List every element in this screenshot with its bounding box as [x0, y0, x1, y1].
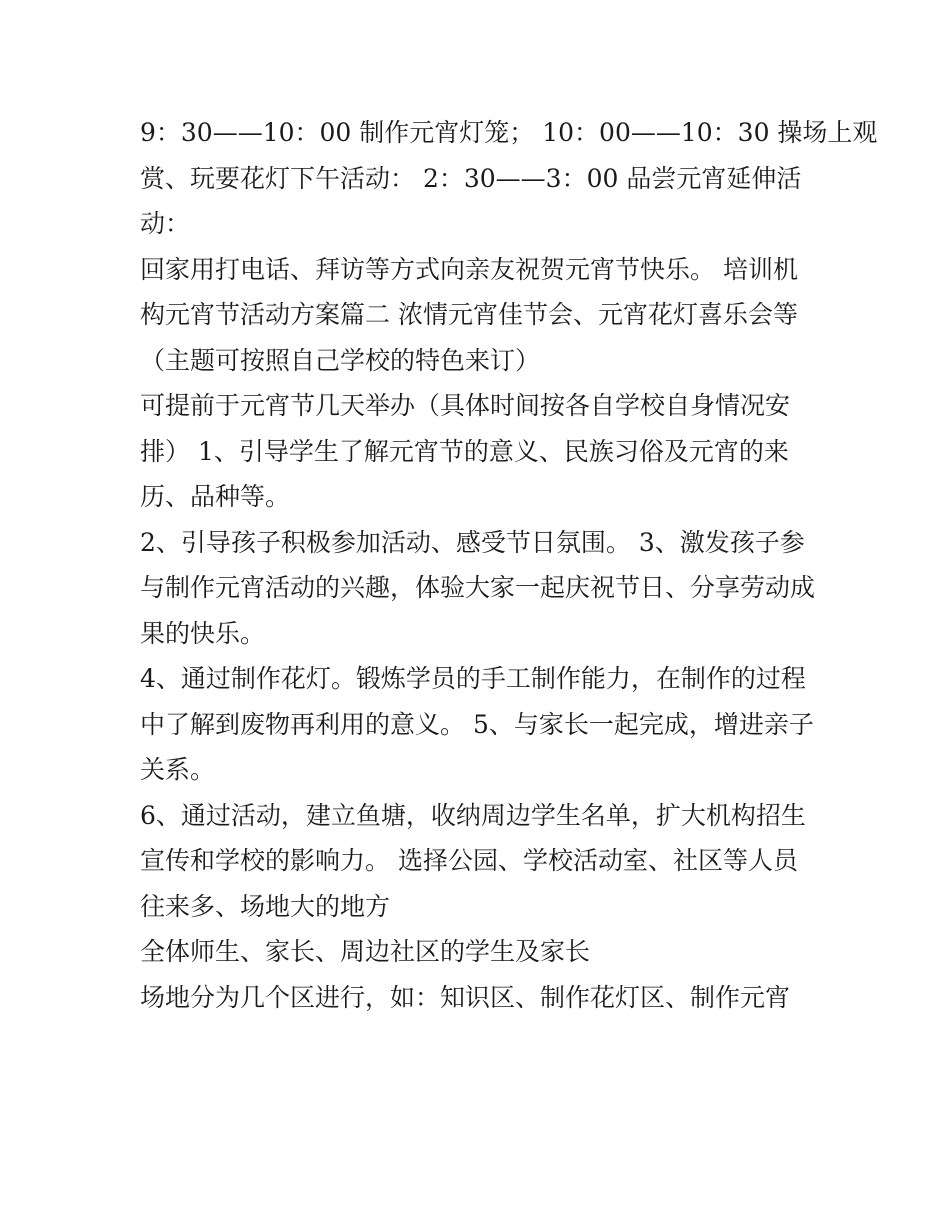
text-line: 全体师生、家长、周边社区的学生及家长 [140, 937, 591, 966]
text-line: 宣传和学校的影响力。 选择公园、学校活动室、社区等人员 [140, 846, 798, 875]
paragraph-goals-4-5 [140, 656, 830, 793]
paragraph-goal-6-venue [140, 793, 830, 930]
text-line: 中了解到废物再利用的意义。 5、与家长一起完成，增进亲子 [140, 709, 814, 739]
text-line: 2、引导孩子积极参加活动、感受节日氛围。 3、激发孩子参 [140, 527, 805, 557]
text-line: 与制作元宵活动的兴趣，体验大家一起庆祝节日、分享劳动成 [140, 573, 816, 602]
text-line: 回家用打电话、拜访等方式向亲友祝贺元宵节快乐。 培训机 [140, 254, 798, 284]
paragraph-schedule [140, 110, 878, 247]
text-line: 赏、玩要花灯下午活动： 2：30——3：00 品尝元宵延伸活 [140, 163, 802, 193]
text-line: 历、品种等。 [140, 482, 291, 511]
text-line: （主题可按照自己学校的特色来订） [140, 345, 541, 375]
text-line: 动： [140, 209, 191, 238]
document-body [140, 110, 878, 1020]
text-line: 构元宵节活动方案篇二 浓情元宵佳节会、元宵花灯喜乐会等 [140, 300, 798, 329]
paragraph-time-goals [140, 383, 830, 520]
text-line: 9：30——10：00 制作元宵灯笼； 10：00——10：30 操场上观 [140, 118, 878, 147]
text-line: 果的快乐。 [140, 618, 266, 648]
text-line: 往来多、场地大的地方 [140, 891, 391, 921]
paragraph-participants [140, 929, 830, 975]
text-line: 场地分为几个区进行，如：知识区、制作花灯区、制作元宵 [140, 982, 791, 1012]
text-line: 排） 1、引导学生了解元宵节的意义、民族习俗及元宵的来 [140, 436, 789, 466]
text-line: 4、通过制作花灯。锻炼学员的手工制作能力，在制作的过程 [140, 664, 806, 693]
text-line: 可提前于元宵节几天举办（具体时间按各自学校自身情况安 [140, 391, 791, 420]
paragraph-goals-2-3 [140, 520, 830, 657]
paragraph-areas [140, 975, 830, 1021]
paragraph-theme [140, 247, 830, 384]
text-line: 6、通过活动，建立鱼塘，收纳周边学生名单，扩大机构招生 [140, 800, 806, 830]
text-line: 关系。 [140, 755, 216, 784]
